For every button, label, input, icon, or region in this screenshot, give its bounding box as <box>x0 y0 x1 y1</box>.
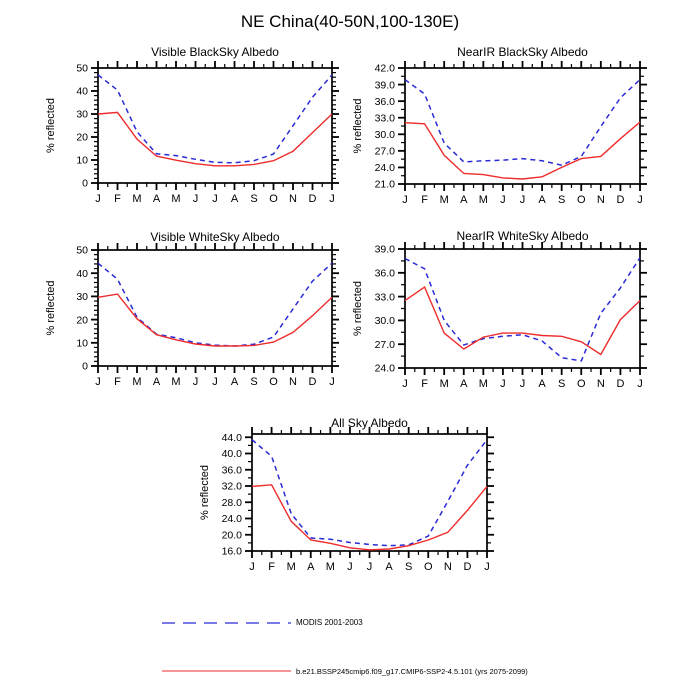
x-tick-label: J <box>192 193 199 205</box>
x-tick-label: N <box>596 378 605 390</box>
chart-title-allsky: All Sky Albedo <box>331 416 408 430</box>
y-axis-title: % reflected <box>352 280 364 337</box>
x-tick-label: D <box>616 378 625 390</box>
chart-title-nearir-whitesky: NearIR WhiteSky Albedo <box>456 229 589 243</box>
x-tick-label: A <box>460 378 468 390</box>
modis-line <box>98 263 332 346</box>
y-tick-label: 10 <box>76 337 88 350</box>
y-tick-label: 33.0 <box>374 291 395 304</box>
x-tick-label: N <box>289 376 297 388</box>
y-tick-label: 16.0 <box>221 545 242 558</box>
x-tick-label: A <box>152 376 161 388</box>
y-tick-label: 36.0 <box>374 267 395 280</box>
x-tick-label: N <box>443 561 452 573</box>
x-tick-label: M <box>439 378 449 390</box>
y-tick-label: 40 <box>76 267 88 280</box>
x-tick-label: D <box>616 194 625 206</box>
x-tick-label: F <box>114 193 121 205</box>
x-tick-label: J <box>329 376 335 388</box>
modis-line <box>252 440 487 546</box>
x-tick-label: M <box>478 194 488 206</box>
x-tick-label: A <box>385 561 393 573</box>
chart-4 <box>199 427 494 573</box>
y-axis-title: % reflected <box>199 464 211 521</box>
x-tick-label: A <box>538 194 546 206</box>
x-tick-label: J <box>519 194 526 206</box>
modis-line <box>405 258 640 361</box>
y-tick-label: 24.0 <box>374 162 395 175</box>
x-tick-label: M <box>171 376 181 388</box>
x-tick-label: J <box>637 378 643 390</box>
x-tick-label: J <box>347 561 353 573</box>
x-tick-label: O <box>576 194 586 206</box>
figure-title: NE China(40-50N,100-130E) <box>240 12 460 31</box>
y-tick-label: 20.0 <box>221 529 242 542</box>
x-tick-label: O <box>576 378 586 390</box>
x-tick-label: J <box>95 193 101 205</box>
x-tick-label: J <box>366 561 373 573</box>
x-tick-label: J <box>329 193 335 205</box>
chart-title-visible-whitesky: Visible WhiteSky Albedo <box>150 230 280 244</box>
y-tick-label: 33.0 <box>374 112 395 125</box>
x-tick-label: A <box>230 376 239 388</box>
x-tick-label: M <box>478 378 488 390</box>
model-line <box>98 294 332 346</box>
x-tick-label: J <box>500 378 506 390</box>
x-tick-label: S <box>250 193 258 205</box>
y-tick-label: 10 <box>76 154 88 167</box>
x-tick-label: J <box>484 561 490 573</box>
x-tick-label: J <box>402 378 408 390</box>
y-tick-label: 24.0 <box>221 513 242 526</box>
y-tick-label: 39.0 <box>374 243 395 256</box>
x-tick-label: M <box>171 193 181 205</box>
x-tick-label: D <box>308 193 317 205</box>
x-tick-label: J <box>519 378 526 390</box>
model-line <box>405 287 640 354</box>
chart-title-nearir-blacksky: NearIR BlackSky Albedo <box>457 45 588 59</box>
y-tick-label: 40 <box>76 85 88 98</box>
x-tick-label: J <box>249 561 255 573</box>
axis-frame <box>98 250 332 366</box>
x-tick-label: J <box>95 376 101 388</box>
y-tick-label: 32.0 <box>221 480 242 493</box>
y-tick-label: 44.0 <box>221 431 242 444</box>
x-tick-label: A <box>152 193 161 205</box>
x-tick-label: A <box>230 193 239 205</box>
y-tick-label: 28.0 <box>221 496 242 509</box>
y-tick-label: 42.0 <box>374 62 395 75</box>
y-tick-label: 36.0 <box>221 464 242 477</box>
x-tick-label: N <box>289 193 297 205</box>
y-tick-label: 36.0 <box>374 95 395 108</box>
x-tick-label: M <box>325 561 335 573</box>
x-tick-label: F <box>421 378 428 390</box>
chart-1 <box>352 61 647 206</box>
x-tick-label: J <box>402 194 408 206</box>
axis-frame <box>405 68 640 184</box>
y-axis-title: % reflected <box>45 280 57 336</box>
axis-frame <box>252 434 487 551</box>
y-tick-label: 50 <box>76 62 88 75</box>
y-tick-label: 21.0 <box>374 178 395 191</box>
y-tick-label: 27.0 <box>374 145 395 158</box>
y-tick-label: 50 <box>76 244 88 257</box>
model-line <box>98 112 332 165</box>
x-tick-label: J <box>500 194 506 206</box>
chart-0 <box>45 61 339 205</box>
chart-title-visible-blacksky: Visible BlackSky Albedo <box>151 45 279 59</box>
x-tick-label: M <box>132 376 142 388</box>
x-tick-label: D <box>308 376 317 388</box>
x-tick-label: J <box>212 193 218 205</box>
x-tick-label: S <box>404 561 413 573</box>
x-tick-label: O <box>423 561 433 573</box>
y-tick-label: 20 <box>76 314 88 327</box>
chart-2 <box>45 243 339 388</box>
x-tick-label: S <box>557 378 566 390</box>
x-tick-label: N <box>596 194 605 206</box>
x-tick-label: D <box>463 561 472 573</box>
x-tick-label: O <box>269 376 278 388</box>
x-tick-label: J <box>637 194 643 206</box>
x-tick-label: S <box>250 376 258 388</box>
y-tick-label: 24.0 <box>374 362 395 375</box>
y-tick-label: 0 <box>82 360 88 373</box>
x-tick-label: F <box>114 376 121 388</box>
modis-line <box>98 75 332 163</box>
x-tick-label: O <box>269 193 278 205</box>
x-tick-label: A <box>307 561 315 573</box>
x-tick-label: M <box>132 193 142 205</box>
x-tick-label: J <box>212 376 218 388</box>
x-tick-label: J <box>192 376 199 388</box>
model-line <box>405 122 640 179</box>
y-tick-label: 20 <box>76 131 88 144</box>
y-axis-title: % reflected <box>352 98 364 154</box>
y-tick-label: 30.0 <box>374 128 395 141</box>
legend-label-modis: MODIS 2001-2003 <box>296 618 363 627</box>
x-tick-label: A <box>460 194 468 206</box>
x-tick-label: M <box>439 194 449 206</box>
x-tick-label: A <box>538 378 546 390</box>
legend-label-model: b.e21.BSSP245cmip6.f09_g17.CMIP6-SSP2-4.5.101 (yrs 2075-2099) <box>296 667 528 676</box>
x-tick-label: F <box>268 561 275 573</box>
x-tick-label: F <box>421 194 428 206</box>
y-tick-label: 30.0 <box>374 315 395 328</box>
model-line <box>252 485 487 550</box>
y-tick-label: 27.0 <box>374 338 395 351</box>
y-tick-label: 0 <box>82 177 88 190</box>
y-tick-label: 39.0 <box>374 79 395 92</box>
x-tick-label: S <box>557 194 566 206</box>
x-tick-label: M <box>286 561 296 573</box>
chart-3 <box>352 242 647 390</box>
y-axis-title: % reflected <box>45 97 57 154</box>
y-tick-label: 30 <box>76 291 88 304</box>
y-tick-label: 40.0 <box>221 448 242 461</box>
y-tick-label: 30 <box>76 108 88 121</box>
